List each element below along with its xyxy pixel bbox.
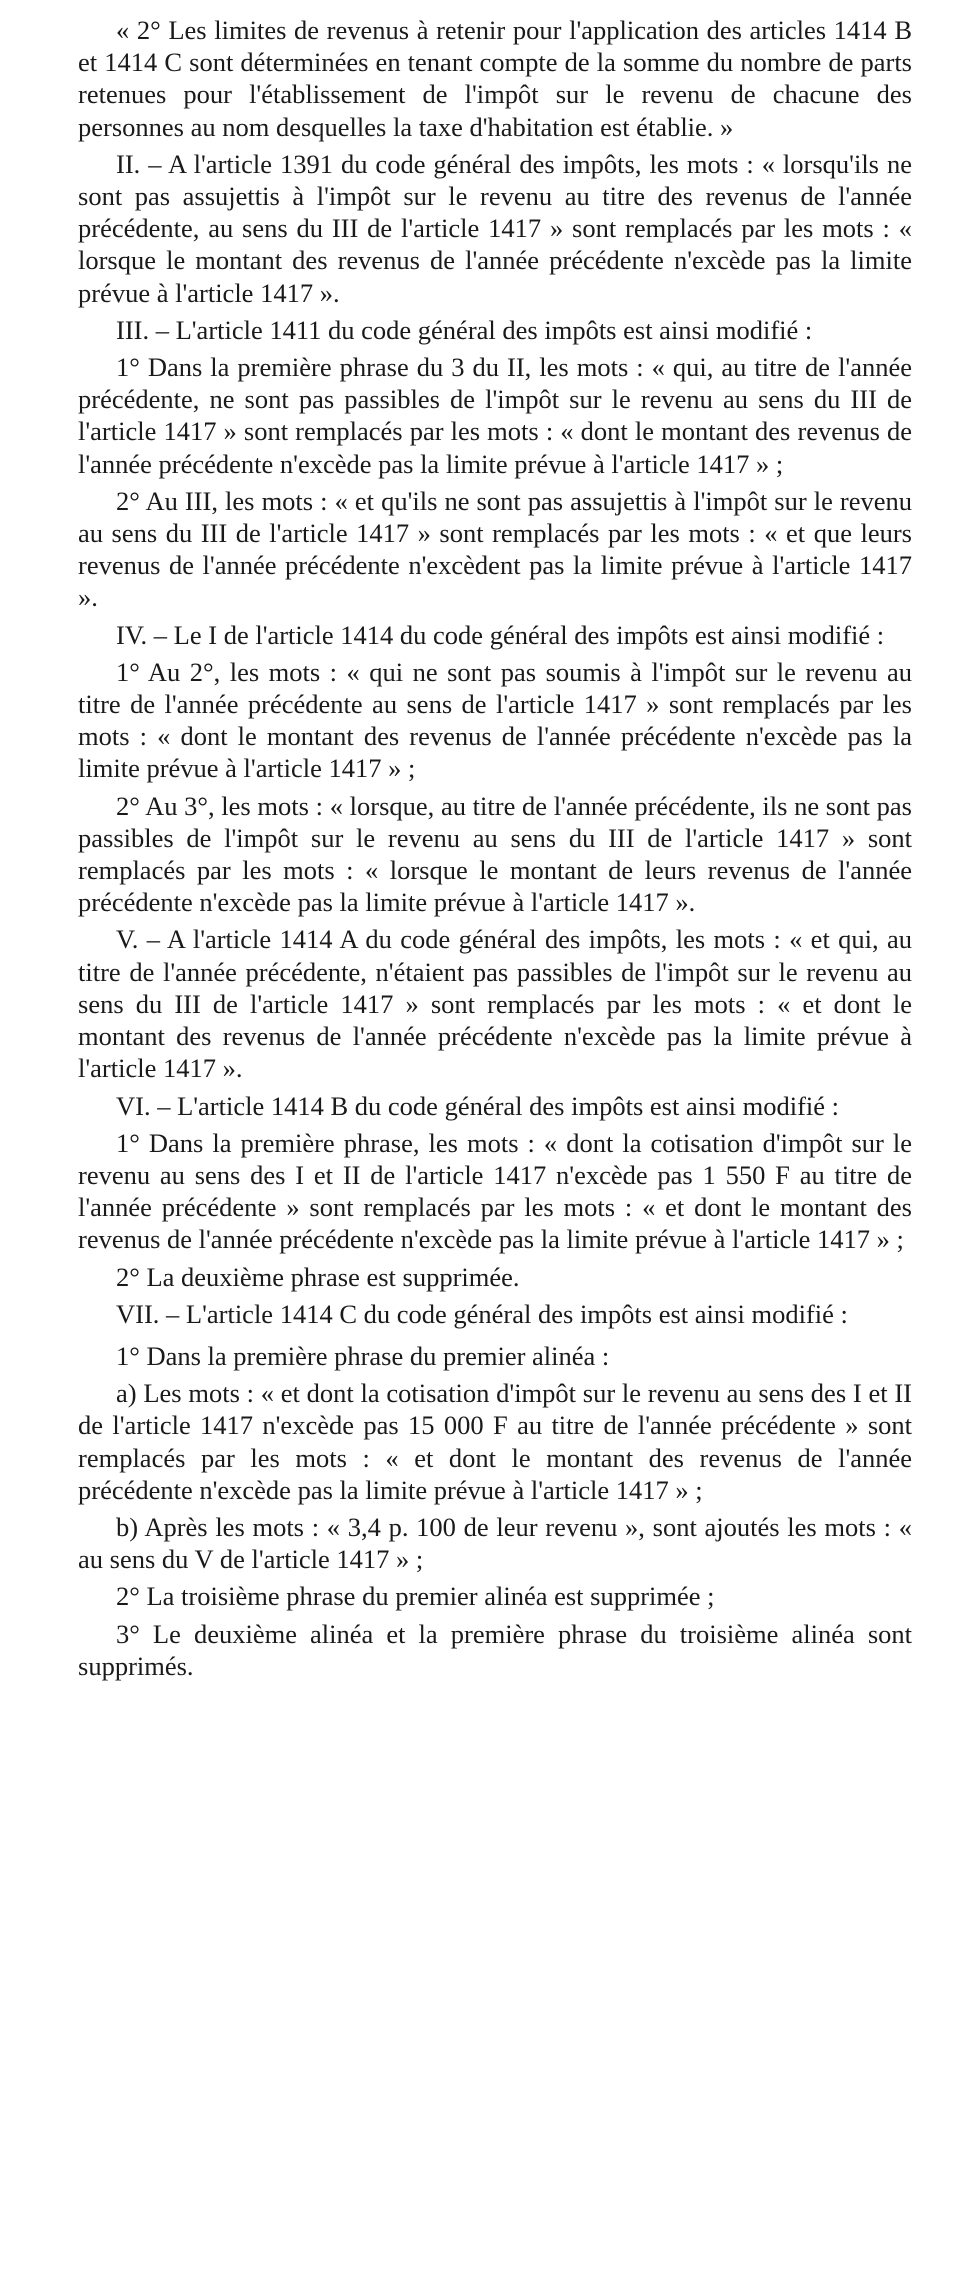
paragraph-2: II. – A l'article 1391 du code général des impôts, les mots : « lorsqu'ils ne sont pas assujettis à l'impôt sur le revenu au titre des revenus de l'année précédente, au sens du III de l'article 1417 » sont remplacés par les mots : « lorsque le montant des revenus de l'année précédente n'excède pas la limite prévue à l'article 1417 ».: [78, 148, 912, 308]
paragraph-15: a) Les mots : « et dont la cotisation d'impôt sur le revenu au sens des I et II de l'article 1417 n'excède pas 15 000 F au titre de l'année précédente » sont remplacés par les mots : « et dont le montant des revenus de l'année précédente n'excède pas la limite prévue à l'article 1417 » ;: [78, 1378, 912, 1505]
paragraph-6: IV. – Le I de l'article 1414 du code général des impôts est ainsi modifié :: [116, 619, 885, 650]
paragraph-9: V. – A l'article 1414 A du code général des impôts, les mots : « et qui, au titre de l'année précédente, n'étaient pas passibles de l'impôt sur le revenu au sens du III de l'article 1417 » sont remplacés par les mots : « et dont le montant des revenus de l'année précédente n'excède pas la limite prévue à l'article 1417 ».: [78, 924, 912, 1084]
paragraph-5: 2° Au III, les mots : « et qu'ils ne sont pas assujettis à l'impôt sur le revenu au sens du III de l'article 1417 » sont remplacés par les mots : « et que leurs revenus de l'année précédente n'excèdent pas la limite prévue à l'article 1417 ».: [78, 485, 912, 613]
paragraph-17: 2° La troisième phrase du premier alinéa est supprimée ;: [116, 1581, 715, 1612]
paragraph-8: 2° Au 3°, les mots : « lorsque, au titre de l'année précédente, ils ne sont pas passibles de l'impôt sur le revenu au sens du III de l'article 1417 » sont remplacés par les mots : « lorsque le montant de leurs revenus de l'année précédente n'excède pas la limite prévue à l'article 1417 ».: [78, 790, 912, 918]
paragraph-7: 1° Au 2°, les mots : « qui ne sont pas soumis à l'impôt sur le revenu au titre de l'année précédente au sens de l'article 1417 » sont remplacés par les mots : « dont le montant des revenus de l'année précédente n'excède pas la limite prévue à l'article 1417 » ;: [78, 656, 912, 784]
paragraph-11: 1° Dans la première phrase, les mots : « dont la cotisation d'impôt sur le revenu au sens des I et II de l'article 1417 n'excède pas 1 550 F au titre de l'année précédente » sont remplacés par les mots : « et dont le montant des revenus de l'année précédente n'excède pas la limite prévue à l'article 1417 » ;: [78, 1127, 912, 1255]
paragraph-14: 1° Dans la première phrase du premier alinéa :: [116, 1340, 610, 1371]
paragraph-10: VI. – L'article 1414 B du code général des impôts est ainsi modifié :: [116, 1090, 840, 1121]
paragraph-1: « 2° Les limites de revenus à retenir pour l'application des articles 1414 B et 1414 C sont déterminées en tenant compte de la somme du nombre de parts retenues pour l'établissement de l'impôt sur le revenu de chacune des personnes au nom desquelles la taxe d'habitation est établie. »: [78, 15, 912, 142]
paragraph-12: 2° La deuxième phrase est supprimée.: [116, 1261, 520, 1292]
paragraph-4: 1° Dans la première phrase du 3 du II, les mots : « qui, au titre de l'année précédente, ne sont pas passibles de l'impôt sur le revenu au sens du III de l'article 1417 » sont remplacés par les mots : « dont le montant des revenus de l'année précédente n'excède pas la limite prévue à l'article 1417 » ;: [78, 352, 912, 479]
paragraph-16: b) Après les mots : « 3,4 p. 100 de leur revenu », sont ajoutés les mots : « au sens du V de l'article 1417 » ;: [78, 1511, 912, 1575]
paragraph-3: III. – L'article 1411 du code général des impôts est ainsi modifié :: [116, 314, 813, 345]
paragraph-13: VII. – L'article 1414 C du code général des impôts est ainsi modifié :: [116, 1298, 848, 1329]
paragraph-18: 3° Le deuxième alinéa et la première phrase du troisième alinéa sont supprimés.: [78, 1618, 912, 1681]
